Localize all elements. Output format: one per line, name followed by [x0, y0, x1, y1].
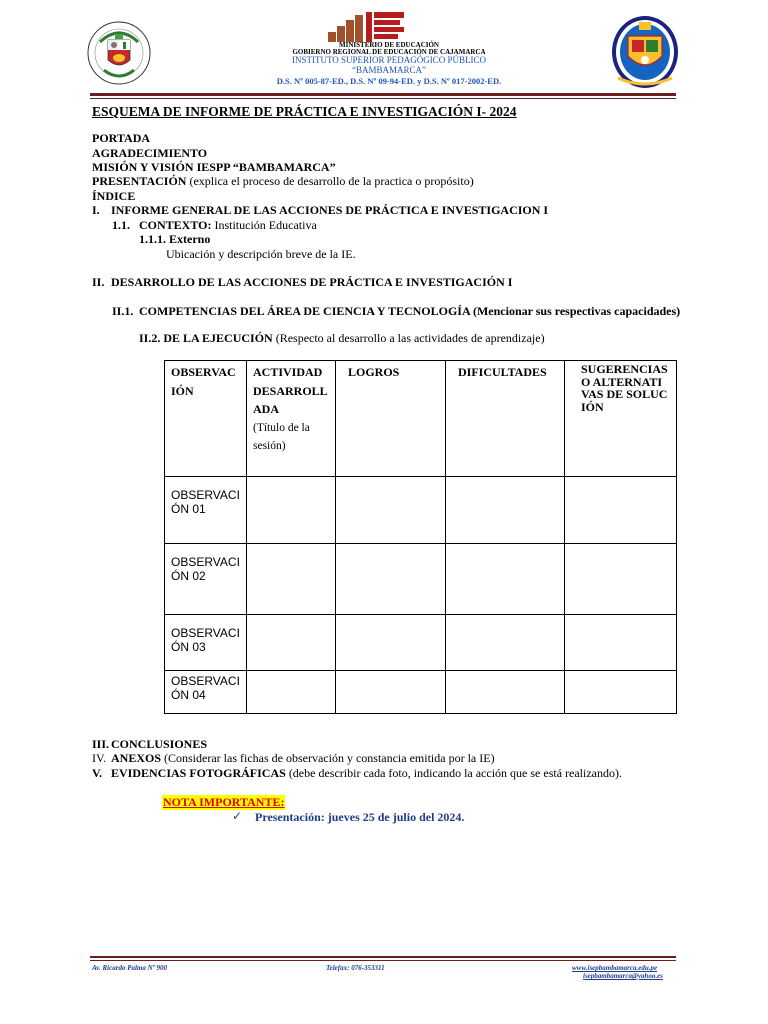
item-agradecimiento: AGRADECIMIENTO: [92, 146, 208, 160]
section-4-number: IV.: [92, 751, 107, 765]
table-cell: [565, 615, 677, 671]
contexto-note: Institución Educativa: [211, 218, 317, 232]
nota-importante: NOTA IMPORTANTE:: [163, 795, 285, 809]
contexto-label: CONTEXTO:: [139, 218, 212, 232]
footer-address: Av. Ricardo Palma Nº 900: [92, 964, 168, 972]
table-cell: [247, 544, 336, 615]
anexos-label: ANEXOS: [111, 751, 162, 765]
document-title: ESQUEMA DE INFORME DE PRÁCTICA E INVESTIGACIÓN I- 2024: [92, 104, 517, 119]
presentacion-label: PRESENTACIÓN: [92, 174, 187, 188]
table-cell: [247, 477, 336, 544]
table-cell: [336, 477, 446, 544]
table-cell: [565, 544, 677, 615]
table-row: [165, 671, 677, 714]
section-2-title: DESARROLLO DE LAS ACCIONES DE PRÁCTICA E INVESTIGACIÓN I: [111, 275, 513, 289]
header-actividad: ACTIVIDAD DESARROLLADA (Título de la sesión): [247, 361, 336, 477]
section-1: [92, 204, 548, 216]
evidencias-label: EVIDENCIAS FOTOGRÁFICAS: [111, 766, 286, 780]
ministry-name: MINISTERIO DE EDUCACIÓN: [339, 41, 439, 49]
regional-government: GOBIERNO REGIONAL DE EDUCACIÓN DE CAJAMARCA: [292, 48, 486, 56]
header-rule-thin: [90, 98, 676, 99]
subsection-2-1-title: COMPETENCIAS DEL ÁREA DE CIENCIA Y TECNOLOGÍA (Mencionar sus respectivas capacidades): [139, 304, 681, 318]
presentacion-note: (explica el proceso de desarrollo de la practica o propósito): [186, 174, 474, 188]
header-logros: LOGROS: [336, 361, 446, 477]
table-row: [165, 615, 677, 671]
table-cell: [247, 671, 336, 714]
section-5-number: V.: [92, 766, 103, 780]
table-cell: [336, 671, 446, 714]
observacion-03: OBSERVACIÓN 03: [165, 615, 247, 671]
table-cell: [446, 477, 565, 544]
checkmark-icon: ✓: [232, 809, 243, 823]
section-3: [92, 738, 207, 750]
observacion-01: OBSERVACIÓN 01: [165, 477, 247, 544]
section-2-number: II.: [92, 275, 105, 289]
section-1-number: I.: [92, 203, 100, 217]
header-dificultades: DIFICULTADES: [446, 361, 565, 477]
table-cell: [446, 615, 565, 671]
ejecucion-note: (Respecto al desarrollo a las actividades de aprendizaje): [272, 331, 545, 345]
table-cell: [336, 615, 446, 671]
table-row: [165, 477, 677, 544]
institute-shield-icon: [610, 14, 680, 90]
item-portada: PORTADA: [92, 131, 151, 145]
presentation-date: Presentación: jueves 25 de julio del 2024.: [255, 810, 465, 824]
section-3-title: CONCLUSIONES: [111, 737, 208, 751]
subsection-1-1-1-note: Ubicación y descripción breve de la IE.: [166, 247, 356, 261]
item-mision: MISIÓN Y VISIÓN IESPP “BAMBAMARCA”: [92, 160, 336, 174]
footer-rule: [90, 956, 676, 958]
section-2: [92, 276, 512, 288]
header-observacion: OBSERVACIÓN: [165, 361, 247, 477]
evidencias-note: (debe describir cada foto, indicando la acción que se está realizando).: [285, 766, 622, 780]
subsection-1-1-number: 1.1.: [112, 218, 130, 232]
peru-coat-of-arms-icon: [86, 20, 152, 86]
observacion-04: OBSERVACIÓN 04: [165, 671, 247, 714]
subsection-2-2: [139, 332, 545, 344]
decrees-line: D.S. Nº 005-87-ED., D.S. Nº 09-94-ED. y D.S. Nº 017-2002-ED.: [276, 76, 502, 86]
subsection-1-1-1: 1.1.1. Externo: [139, 232, 211, 246]
table-row: [165, 544, 677, 615]
ejecucion-label: II.2. DE LA EJECUCIÓN: [139, 331, 273, 345]
ejecucion-table: [164, 360, 677, 714]
ministry-bars-logo-icon: [326, 12, 406, 42]
institute-short-name: “BAMBAMARCA”: [351, 65, 426, 75]
table-cell: [446, 671, 565, 714]
table-header-row: [165, 361, 677, 477]
footer-rule-thin: [90, 960, 676, 961]
table-cell: [336, 544, 446, 615]
header-rule: [90, 93, 676, 96]
header-actividad-sub: (Título de la sesión): [253, 421, 310, 453]
table-cell: [247, 615, 336, 671]
institute-name: INSTITUTO SUPERIOR PEDAGÓGICO PÚBLICO: [291, 55, 487, 65]
footer-email-link[interactable]: isepbambamarca@yahoo.es: [583, 972, 663, 980]
subsection-1-1: [112, 219, 317, 231]
anexos-note: (Considerar las fichas de observación y constancia emitida por la IE): [161, 751, 495, 765]
table-cell: [565, 671, 677, 714]
observacion-02: OBSERVACIÓN 02: [165, 544, 247, 615]
subsection-2-1: [112, 305, 680, 317]
section-5: [92, 767, 622, 779]
section-1-title: INFORME GENERAL DE LAS ACCIONES DE PRÁCTICA E INVESTIGACION I: [111, 203, 549, 217]
table-cell: [446, 544, 565, 615]
item-indice: ÍNDICE: [92, 189, 136, 203]
header-sugerencias: SUGERENCIAS O ALTERNATIVAS DE SOLUCIÓN: [565, 361, 677, 477]
table-cell: [565, 477, 677, 544]
footer-website-link[interactable]: www.isepbambamarca.edu.pe: [572, 964, 658, 972]
section-4: [92, 752, 495, 764]
subsection-2-1-number: II.1.: [112, 304, 134, 318]
section-3-number: III.: [92, 737, 110, 751]
item-presentacion: [92, 175, 474, 187]
footer-phone: Telefax: 076-353311: [326, 964, 385, 972]
